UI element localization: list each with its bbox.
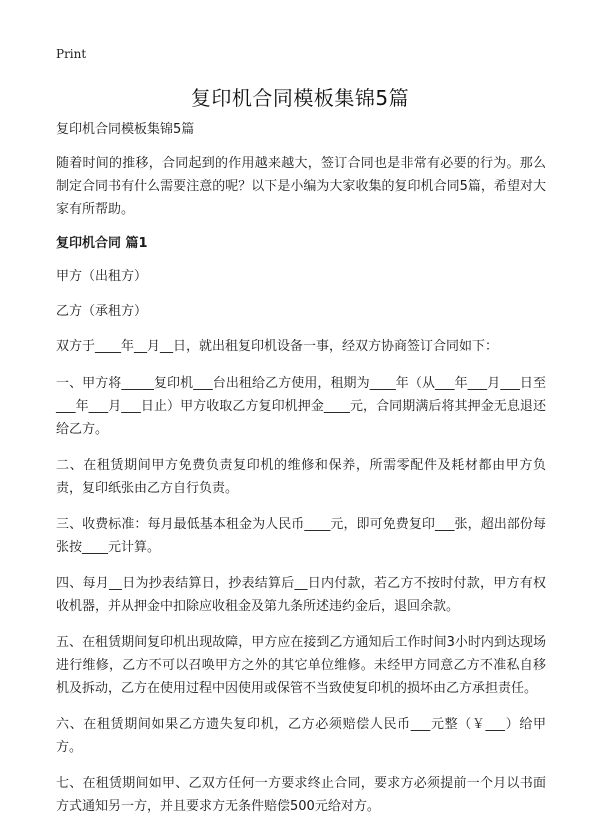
preamble-line: 双方于____年__月__日，就出租复印机设备一事，经双方协商签订合同如下： <box>56 339 499 354</box>
document-body <box>56 120 546 831</box>
clause-7: 七、在租赁期间如甲、乙双方任何一方要求终止合同，要求方必须提前一个月以书面方式通知另一方，并且要求方无条件赔偿500元给对方。 <box>56 776 546 814</box>
party-b-line: 乙方（承租方） <box>56 304 148 319</box>
document-title: 复印机合同模板集锦5篇 <box>190 86 410 110</box>
clause-6: 六、在租赁期间如果乙方遗失复印机，乙方必须赔偿人民币___元整（￥___）给甲方。 <box>56 717 546 755</box>
clause-1: 一、甲方将_____复印机___台出租给乙方使用，租期为____年（从___年___月___日至___年___月___日止）甲方收取乙方复印机押金____元，合同期满后将其押金无息退还给乙方。 <box>56 376 546 437</box>
section-heading: 复印机合同 篇1 <box>56 236 148 251</box>
print-link[interactable]: Print <box>56 47 87 61</box>
clause-5: 五、在租赁期间复印机出现故障，甲方应在接到乙方通知后工作时间3小时内到达现场进行维修，乙方不可以召唤甲方之外的其它单位维修。未经甲方同意乙方不准私自移机及拆动，乙方在使用过程中因使用或保管不当致使复印机的损坏由乙方承担责任。 <box>56 635 546 696</box>
party-a-line: 甲方（出租方） <box>56 269 148 284</box>
intro-paragraph: 随着时间的推移，合同起到的作用越来越大，签订合同也是非常有必要的行为。那么制定合同书有什么需要注意的呢？以下是小编为大家收集的复印机合同5篇，希望对大家有所帮助。 <box>56 156 546 217</box>
clause-2: 二、在租赁期间甲方免费负责复印机的维修和保养，所需零配件及耗材都由甲方负责，复印纸张由乙方自行负责。 <box>56 458 546 496</box>
clause-4: 四、每月__日为抄表结算日，抄表结算后__日内付款，若乙方不按时付款，甲方有权收机器，并从押金中扣除应收租金及第九条所述违约金后，退回余款。 <box>56 576 546 614</box>
clause-3: 三、收费标准：每月最低基本租金为人民币____元，即可免费复印___张，超出部份每张按____元计算。 <box>56 517 546 555</box>
document-subtitle: 复印机合同模板集锦5篇 <box>56 122 195 137</box>
